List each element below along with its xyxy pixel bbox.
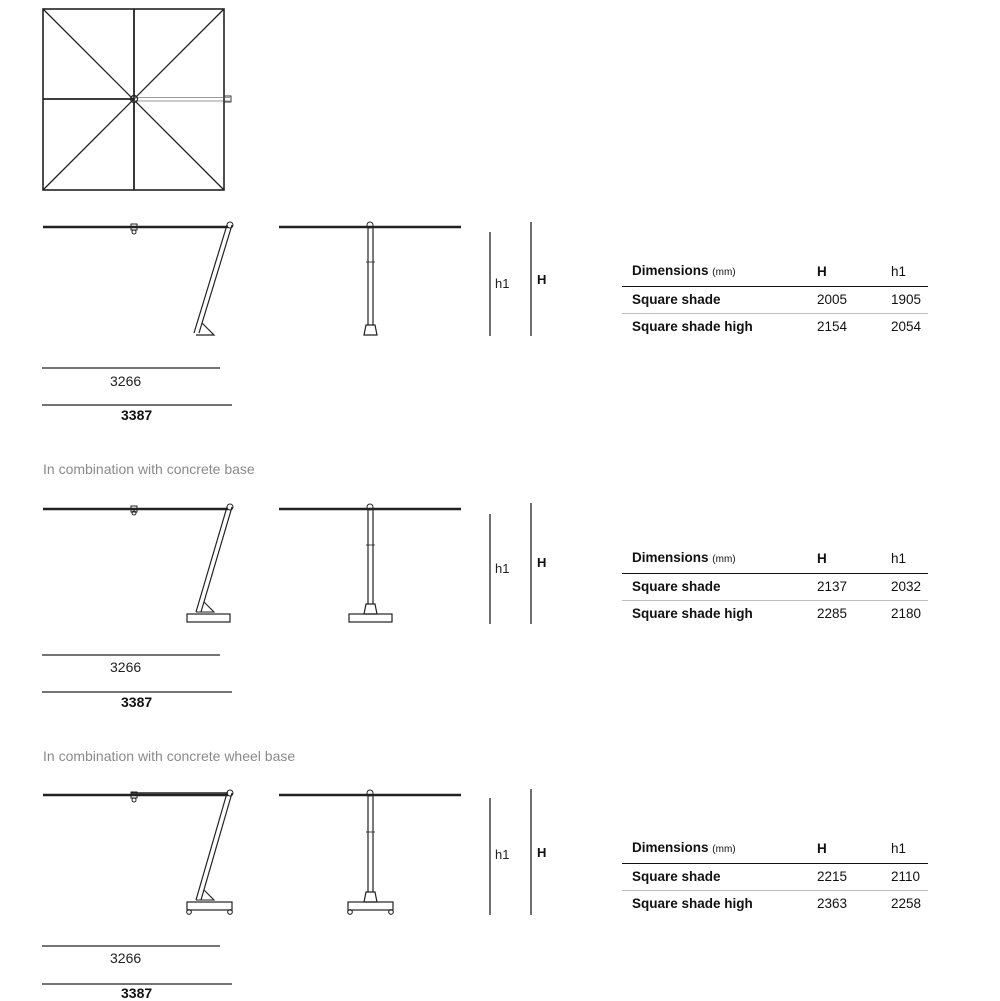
dimension-outer-width: 3387	[121, 407, 153, 423]
h1-label: h1	[495, 561, 510, 576]
header-dimensions: Dimensions (mm)	[632, 840, 736, 855]
H-label: H	[537, 845, 547, 860]
header-dimensions: Dimensions (mm)	[632, 550, 736, 565]
row-h1-value: 2258	[891, 896, 922, 911]
table-row	[622, 891, 928, 918]
row-H-value: 2285	[817, 606, 848, 621]
row-h1-value: 2180	[891, 606, 922, 621]
header-dimensions: Dimensions (mm)	[632, 263, 736, 278]
H-label: H	[537, 272, 547, 287]
table-header-row	[622, 258, 928, 287]
row-label: Square shade	[632, 292, 721, 307]
dimension-inner-width: 3266	[110, 950, 142, 966]
caption-concrete-wheel-base: In combination with concrete wheel base	[43, 748, 296, 764]
row-H-value: 2215	[817, 869, 848, 884]
header-H: H	[817, 264, 827, 279]
dimension-outer-width: 3387	[121, 985, 153, 1001]
row-h1-value: 1905	[891, 292, 922, 307]
row-label: Square shade high	[632, 319, 753, 334]
row-H-value: 2154	[817, 319, 848, 334]
row-H-value: 2137	[817, 579, 848, 594]
front-view-drawing-2	[279, 504, 461, 622]
row-H-value: 2005	[817, 292, 848, 307]
row-H-value: 2363	[817, 896, 848, 911]
side-view-drawing-3	[43, 790, 233, 914]
side-view-drawing-1	[43, 222, 233, 335]
H-label: H	[537, 555, 547, 570]
dimensions-table-3	[622, 835, 928, 917]
table-header-row	[622, 835, 928, 864]
row-label: Square shade	[632, 579, 721, 594]
table-row	[622, 287, 928, 314]
row-label: Square shade high	[632, 896, 753, 911]
dimensions-table-2	[622, 545, 928, 627]
table-row	[622, 314, 928, 341]
dimension-inner-width: 3266	[110, 659, 142, 675]
caption-concrete-base: In combination with concrete base	[43, 461, 255, 477]
header-h1: h1	[891, 264, 907, 279]
header-H: H	[817, 841, 827, 856]
dimension-outer-width: 3387	[121, 694, 153, 710]
table-header-row	[622, 545, 928, 574]
row-label: Square shade high	[632, 606, 753, 621]
table-row	[622, 601, 928, 628]
header-h1: h1	[891, 551, 907, 566]
front-view-drawing-3	[279, 790, 461, 914]
plan-view-drawing	[43, 9, 231, 190]
table-row	[622, 574, 928, 601]
h1-label: h1	[495, 276, 510, 291]
side-view-drawing-2	[43, 504, 233, 622]
dimensions-table-1	[622, 258, 928, 340]
row-label: Square shade	[632, 869, 721, 884]
row-h1-value: 2054	[891, 319, 922, 334]
table-row	[622, 864, 928, 891]
front-view-drawing-1	[279, 222, 461, 335]
row-h1-value: 2110	[891, 869, 921, 884]
dimension-inner-width: 3266	[110, 373, 142, 389]
row-h1-value: 2032	[891, 579, 922, 594]
header-H: H	[817, 551, 827, 566]
header-h1: h1	[891, 841, 907, 856]
h1-label: h1	[495, 847, 510, 862]
